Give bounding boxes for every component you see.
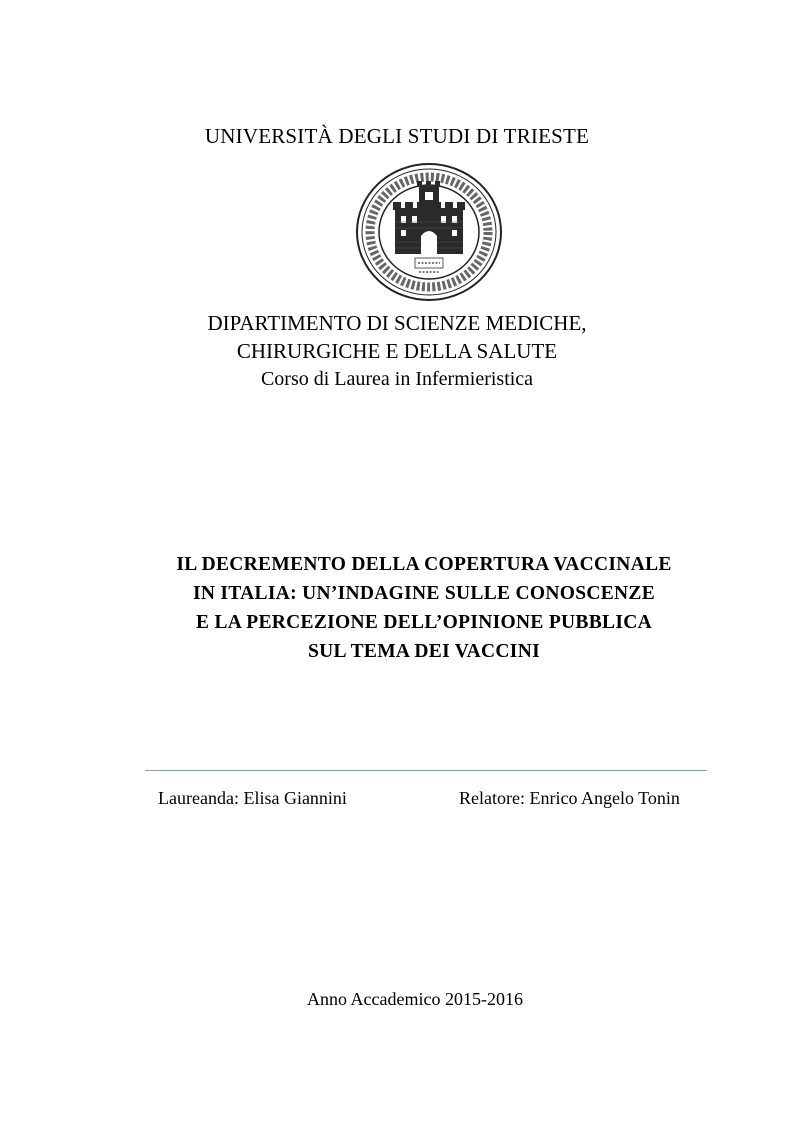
thesis-title-line: SUL TEMA DEI VACCINI: [308, 641, 540, 662]
thesis-title-line: IL DECREMENTO DELLA COPERTURA VACCINALE: [176, 554, 672, 575]
course-name: Corso di Laurea in Infermieristica: [260, 368, 534, 390]
supervisor-name: Relatore: Enrico Angelo Tonin: [459, 788, 680, 808]
thesis-title-line: E LA PERCEZIONE DELL’OPINIONE PUBBLICA: [195, 612, 653, 633]
divider: [145, 770, 707, 771]
department-line-1: DIPARTIMENTO DI SCIENZE MEDICHE,: [207, 311, 587, 335]
department-line-2: CHIRURGICHE E DELLA SALUTE: [236, 339, 558, 363]
university-name: UNIVERSITÀ DEGLI STUDI DI TRIESTE: [204, 124, 590, 148]
thesis-title-line: IN ITALIA: UN’INDAGINE SULLE CONOSCENZE: [192, 583, 656, 604]
university-seal-icon: [355, 162, 503, 302]
academic-year: Anno Accademico 2015-2016: [307, 989, 523, 1009]
candidate-name: Laureanda: Elisa Giannini: [158, 788, 347, 808]
